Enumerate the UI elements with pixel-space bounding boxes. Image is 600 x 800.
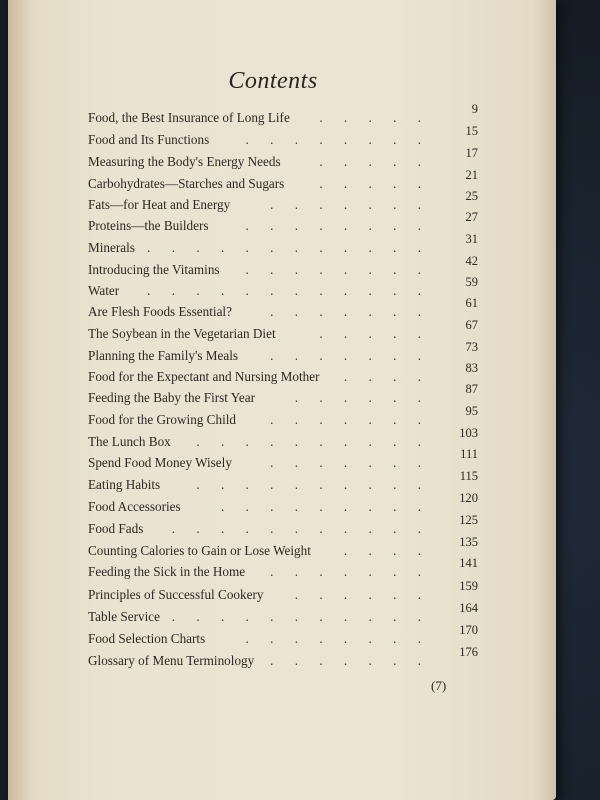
entry-title: Food Fads <box>88 521 144 536</box>
toc-entry <box>88 232 478 260</box>
entry-title: Table Service <box>88 609 160 624</box>
entry-title: The Lunch Box <box>88 434 171 449</box>
toc-entry <box>88 254 478 282</box>
leader-dots: . . . . <box>343 543 430 558</box>
toc-entry <box>88 623 478 651</box>
page-title: Contents <box>228 68 318 94</box>
entry-page-number: 27 <box>465 210 478 224</box>
entry-page-number: 21 <box>465 168 478 182</box>
entry-title: Food, the Best Insurance of Long Life <box>88 110 290 125</box>
leader-dots: . . . . . . . . . . <box>196 434 430 449</box>
toc-entry <box>88 579 478 607</box>
toc-entry <box>88 556 478 584</box>
entry-page-number: 159 <box>459 579 478 593</box>
leader-dots: . . . . . . . <box>270 653 430 668</box>
leader-dots: . . . . . <box>319 154 430 169</box>
leader-dots: . . . . . . . <box>270 304 430 319</box>
entry-page-number: 31 <box>465 232 478 246</box>
leader-dots: . . . . . . . <box>270 564 430 579</box>
entry-page-number: 67 <box>465 318 478 332</box>
leader-dots: . . . . . . . . <box>245 218 430 233</box>
entry-title: Planning the Family's Meals <box>88 348 238 363</box>
toc-entry <box>88 645 478 673</box>
toc-entry <box>88 426 478 454</box>
entry-title: The Soybean in the Vegetarian Diet <box>88 326 276 341</box>
entry-page-number: 135 <box>459 535 478 549</box>
toc-entry <box>88 146 478 174</box>
leader-dots: . . . . . <box>319 110 430 125</box>
entry-page-number: 120 <box>459 491 478 505</box>
toc-entry <box>88 513 478 541</box>
leader-dots: . . . . . . . . . . <box>196 477 430 492</box>
entry-page-number: 61 <box>465 296 478 310</box>
toc-entry <box>88 601 478 629</box>
entry-title: Carbohydrates—Starches and Sugars <box>88 176 285 191</box>
leader-dots: . . . . . . <box>294 390 430 405</box>
leader-dots: . . . . . . . . <box>245 631 430 646</box>
leader-dots: . . . . . . . . . <box>220 499 430 514</box>
entry-title: Food for the Expectant and Nursing Mother <box>88 369 320 384</box>
leader-dots: . . . . . . <box>294 587 430 602</box>
toc-entry <box>88 124 478 152</box>
toc-entry <box>88 318 478 346</box>
toc-entry <box>88 491 478 519</box>
entry-page-number: 111 <box>460 447 478 461</box>
entry-title: Spend Food Money Wisely <box>88 455 232 470</box>
leader-dots: . . . . . . . . . . . . <box>147 283 430 298</box>
leader-dots: . . . . . . . . . . . <box>171 609 430 624</box>
toc-entry <box>88 447 478 475</box>
toc-entry <box>88 340 478 368</box>
entry-page-number: 103 <box>459 426 478 440</box>
entry-page-number: 15 <box>465 124 478 138</box>
toc-entry <box>88 189 478 217</box>
entry-page-number: 141 <box>459 556 478 570</box>
entry-page-number: 164 <box>459 601 478 615</box>
entry-page-number: 170 <box>459 623 478 637</box>
entry-page-number: 83 <box>465 361 478 375</box>
toc-entry <box>88 469 478 497</box>
entry-title: Fats—for Heat and Energy <box>88 197 231 212</box>
leader-dots: . . . . . <box>319 326 430 341</box>
toc-entry <box>88 296 478 324</box>
toc-entry <box>88 168 478 196</box>
entry-title: Minerals <box>88 240 135 255</box>
leader-dots: . . . . . . . <box>270 455 430 470</box>
toc-entry <box>88 102 478 130</box>
entry-title: Feeding the Sick in the Home <box>88 564 246 579</box>
entry-title: Water <box>88 283 120 298</box>
book-page <box>8 0 556 800</box>
leader-dots: . . . . . . . . <box>245 262 430 277</box>
entry-title: Are Flesh Foods Essential? <box>88 304 232 319</box>
entry-page-number: 9 <box>471 102 478 116</box>
toc-entry <box>88 210 478 238</box>
leader-dots: . . . . . . . <box>270 348 430 363</box>
entry-page-number: 42 <box>465 254 478 268</box>
entry-title: Eating Habits <box>88 477 161 492</box>
table-of-contents <box>8 0 556 800</box>
toc-entry <box>88 404 478 432</box>
leader-dots: . . . . <box>343 369 430 384</box>
leader-dots: . . . . . <box>319 176 430 191</box>
entry-title: Principles of Successful Cookery <box>88 587 264 602</box>
entry-title: Food for the Growing Child <box>88 412 236 427</box>
entry-page-number: 59 <box>465 275 478 289</box>
toc-entry <box>88 382 478 410</box>
leader-dots: . . . . . . . <box>270 197 430 212</box>
entry-title: Food and Its Functions <box>88 132 210 147</box>
entry-page-number: 17 <box>465 146 478 160</box>
entry-page-number: 95 <box>465 404 478 418</box>
entry-page-number: 115 <box>459 469 478 483</box>
toc-entry <box>88 275 478 303</box>
entry-title: Food Accessories <box>88 499 181 514</box>
toc-entry <box>88 535 478 563</box>
leader-dots: . . . . . . . . . . . <box>171 521 430 536</box>
entry-title: Feeding the Baby the First Year <box>88 390 256 405</box>
leader-dots: . . . . . . . . <box>245 132 430 147</box>
entry-title: Proteins—the Builders <box>88 218 209 233</box>
leader-dots: . . . . . . . <box>270 412 430 427</box>
entry-title: Measuring the Body's Energy Needs <box>88 154 281 169</box>
entry-title: Introducing the Vitamins <box>88 262 220 277</box>
leader-dots: . . . . . . . . . . . . <box>147 240 430 255</box>
entry-title: Counting Calories to Gain or Lose Weight <box>88 543 311 558</box>
toc-entry <box>88 361 478 389</box>
entry-page-number: 73 <box>465 340 478 354</box>
entry-page-number: 87 <box>465 382 478 396</box>
entry-title: Glossary of Menu Terminology <box>88 653 255 668</box>
page-number: (7) <box>431 678 447 693</box>
entry-page-number: 125 <box>459 513 478 527</box>
entry-title: Food Selection Charts <box>88 631 206 646</box>
entry-page-number: 25 <box>465 189 478 203</box>
entry-page-number: 176 <box>459 645 478 659</box>
